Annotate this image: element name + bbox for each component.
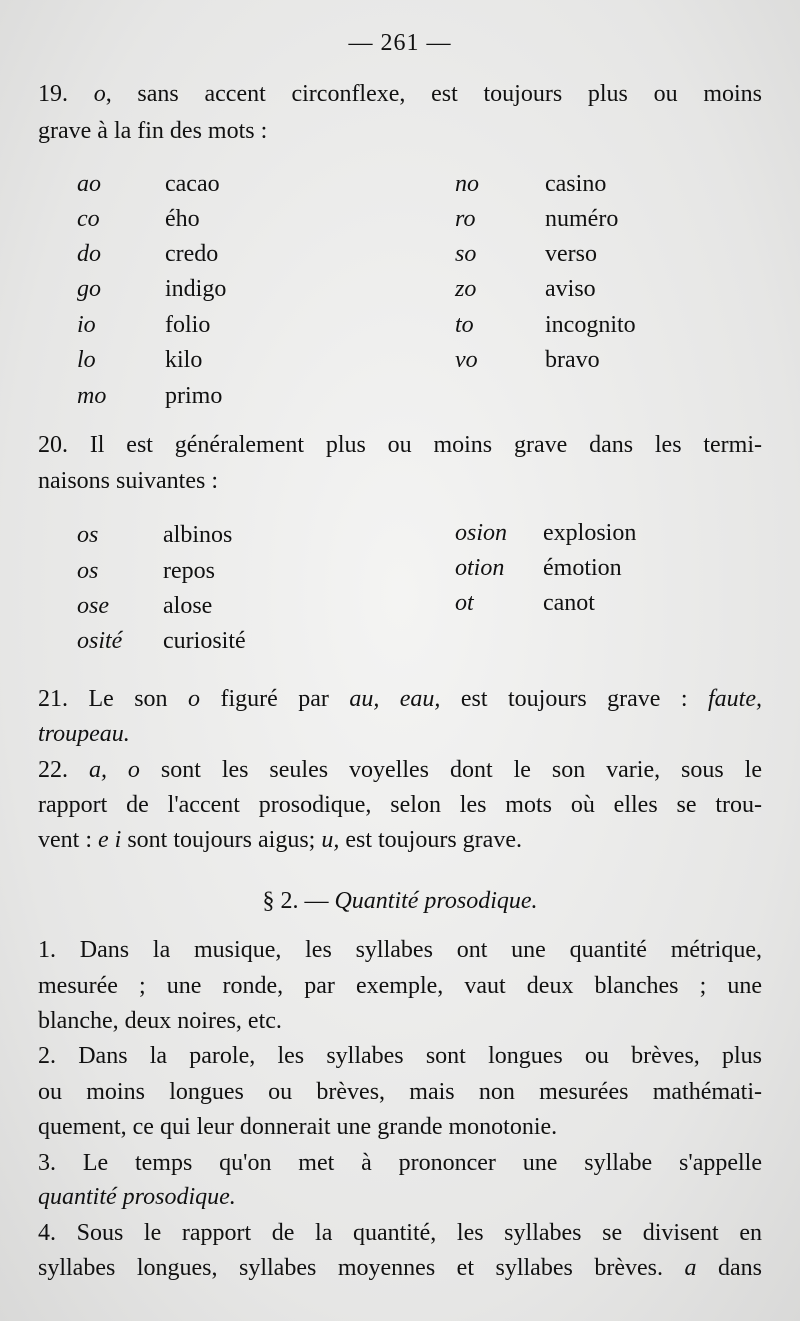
paragraph-2-line-1: 2. Dans la parole, les syllabes sont longues ou brèves, plus	[38, 1043, 762, 1069]
paragraph-1-line-3: blanche, deux noires, etc.	[38, 1008, 282, 1034]
ending-cell: io	[77, 312, 96, 338]
ending-cell: so	[455, 241, 477, 267]
page-number: — 261 —	[348, 30, 452, 56]
paragraph-4-line-1: 4. Sous le rapport de la quantité, les syllabes se divisent en	[38, 1220, 762, 1246]
word-cell: verso	[545, 241, 597, 267]
ending-cell: zo	[455, 276, 477, 302]
word-cell: canot	[543, 590, 595, 616]
text-run: 19.	[38, 81, 94, 107]
italic-letter: a	[684, 1255, 697, 1281]
section-20-line-1: 20. Il est généralement plus ou moins grave dans les termi-	[38, 432, 762, 458]
section-heading	[38, 886, 762, 916]
ending-cell: osion	[455, 520, 508, 546]
ending-cell: os	[77, 522, 99, 548]
ending-cell: otion	[455, 555, 505, 581]
word-cell: folio	[165, 312, 211, 338]
section-21-line-2: troupeau.	[38, 721, 130, 747]
ending-cell: ose	[77, 593, 109, 619]
italic-run: u,	[321, 827, 340, 853]
section-19-line-1	[38, 79, 762, 109]
word-cell: cacao	[165, 171, 220, 197]
paragraph-4-line-2	[38, 1253, 762, 1283]
ending-cell: ro	[455, 206, 476, 232]
italic-letter: o	[93, 81, 106, 107]
word-cell: primo	[165, 383, 223, 409]
ending-cell: to	[455, 312, 474, 338]
word-cell: alose	[163, 593, 213, 619]
word-cell: numéro	[545, 206, 619, 232]
section-20-line-2: naisons suivantes :	[38, 468, 218, 494]
word-cell: casino	[545, 171, 607, 197]
ending-cell: mo	[77, 383, 107, 409]
word-cell: indigo	[165, 276, 227, 302]
paragraph-2-line-2: ou moins longues ou brèves, mais non mesurées mathémati-	[38, 1079, 762, 1105]
paragraph-3-line-1: 3. Le temps qu'on met à prononcer une syllabe s'appelle	[38, 1150, 762, 1176]
ending-cell: ot	[455, 590, 474, 616]
ending-cell: lo	[77, 347, 96, 373]
italic-run: faute,	[708, 686, 762, 712]
italic-letter: o	[188, 686, 201, 712]
word-cell: ého	[165, 206, 200, 232]
ending-cell: os	[77, 558, 99, 584]
text-run: sont toujours aigus;	[121, 827, 322, 853]
word-cell: credo	[165, 241, 219, 267]
text-run: sont les seules voyelles dont le son varie, sous le	[139, 757, 763, 783]
paragraph-3-line-2: quantité prosodique.	[38, 1184, 236, 1210]
text-run: 21. Le son	[38, 686, 189, 712]
word-cell: aviso	[545, 276, 596, 302]
section-19-line-2: grave à la fin des mots :	[38, 118, 268, 144]
word-cell: explosion	[543, 520, 637, 546]
paragraph-1-line-2: mesurée ; une ronde, par exemple, vaut deux blanches ; une	[38, 973, 762, 999]
italic-run: a, o	[88, 757, 140, 783]
word-cell: curiosité	[163, 628, 246, 654]
word-cell: kilo	[165, 347, 203, 373]
section-22-line-2: rapport de l'accent prosodique, selon les mots où elles se trou-	[38, 792, 762, 818]
text-run: syllabes longues, syllabes moyennes et syllabes brèves.	[38, 1255, 685, 1281]
ending-cell: co	[77, 206, 100, 232]
text-run: figuré par	[200, 686, 350, 712]
text-run: 22.	[38, 757, 89, 783]
word-cell: émotion	[543, 555, 622, 581]
ending-cell: osité	[77, 628, 123, 654]
paragraph-2-line-3: quement, ce qui leur donnerait une grande monotonie.	[38, 1114, 558, 1140]
section-21-line-1	[38, 684, 762, 714]
word-cell: incognito	[545, 312, 636, 338]
italic-run: e i	[98, 827, 122, 853]
heading-title: Quantité prosodique.	[334, 888, 538, 914]
ending-cell: no	[455, 171, 479, 197]
word-cell: albinos	[163, 522, 233, 548]
italic-run: au, eau,	[349, 686, 441, 712]
section-22-line-3	[38, 825, 762, 855]
ending-cell: go	[77, 276, 101, 302]
word-cell: repos	[163, 558, 215, 584]
ending-cell: vo	[455, 347, 478, 373]
text-run: est toujours grave.	[339, 827, 522, 853]
paragraph-1-line-1: 1. Dans la musique, les syllabes ont une quantité métrique,	[38, 937, 762, 963]
ending-cell: ao	[77, 171, 101, 197]
text-run: , sans accent circonflexe, est toujours plus ou moins	[105, 81, 762, 107]
text-run: vent :	[38, 827, 98, 853]
text-run: est toujours grave :	[440, 686, 708, 712]
section-22-line-1	[38, 755, 762, 785]
text-run: dans	[696, 1255, 763, 1281]
word-cell: bravo	[545, 347, 600, 373]
ending-cell: do	[77, 241, 101, 267]
heading-number: § 2. —	[262, 888, 335, 914]
